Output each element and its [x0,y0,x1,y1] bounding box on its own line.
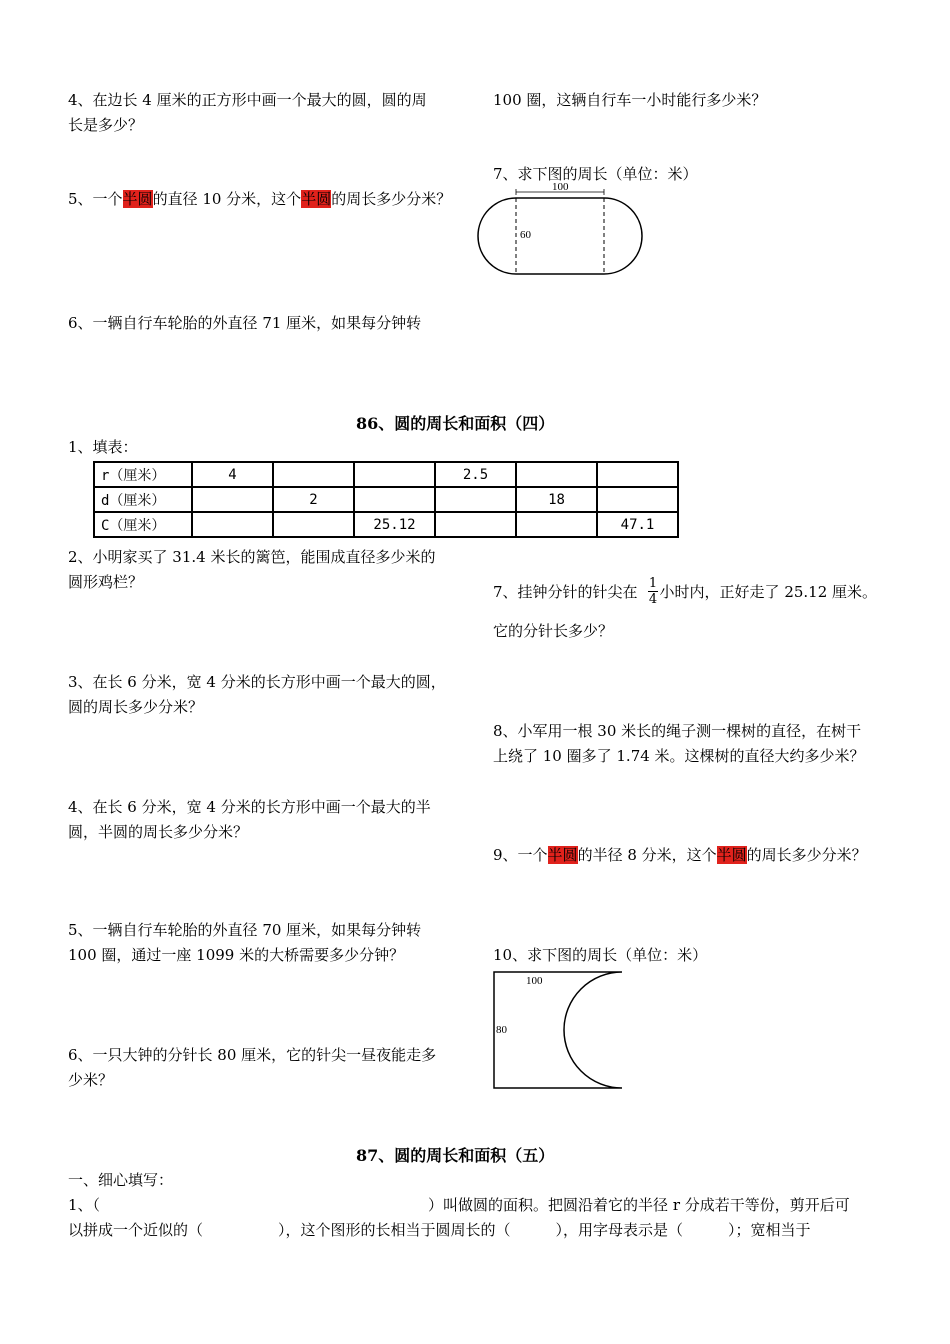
table-cell: C（厘米） [94,512,192,537]
table-cell [435,512,516,537]
stadium-figure [480,180,645,280]
s86-q6-line2: 少米？ [68,1071,114,1089]
s86-q1: 1、填表： [68,438,138,456]
highlight-semicircle: 半圆 [122,190,153,208]
s86-q8-line1: 8、小军用一根 30 米长的绳子测一棵树的直径，在树干 [493,722,862,740]
fig1-top-label: 100 [552,181,569,193]
fig2-side-label: 80 [496,1024,507,1036]
s86-q7-line1 [493,580,877,605]
s86-q4-line1: 4、在长 6 分米，宽 4 分米的长方形中画一个最大的半 [68,798,431,816]
fig1-side-label: 60 [520,229,531,241]
q6-continued: 100 圈，这辆自行车一小时能行多少米？ [493,91,767,109]
table-cell [354,487,435,512]
s86-q5-line1: 5、一辆自行车轮胎的外直径 70 厘米，如果每分钟转 [68,921,422,939]
table-cell: 2.5 [435,462,516,487]
fraction-one-quarter [643,576,663,607]
s87-line1 [68,1193,850,1218]
table-row [94,512,678,537]
s86-q3-line1: 3、在长 6 分米，宽 4 分米的长方形中画一个最大的圆， [68,673,446,691]
table-cell [273,512,354,537]
s86-q5-line2: 100 圈，通过一座 1099 米的大桥需要多少分钟？ [68,946,405,964]
q5-text-a: 5、一个 [68,190,123,208]
table-cell: 4 [192,462,273,487]
table-cell [435,487,516,512]
section-87-title: 87、圆的周长和面积（五） [356,1146,555,1165]
s87-line2: 以拼成一个近似的（ ），这个图形的长相当于圆周长的（ ），用字母表示是（ ）；宽相当于 [68,1221,811,1239]
table-cell [273,462,354,487]
q7-text-b: 小时内，正好走了 25.12 厘米。 [659,583,878,601]
table-cell [192,487,273,512]
table-cell: 2 [273,487,354,512]
table-cell [192,512,273,537]
table-cell [597,462,678,487]
q6-line1: 6、一辆自行车轮胎的外直径 71 厘米，如果每分钟转 [68,314,422,332]
s86-q9-line [493,843,867,868]
table-cell [516,512,597,537]
q5-text-c: 的周长多少分米？ [331,190,452,208]
table-cell: 18 [516,487,597,512]
s86-q6-line1: 6、一只大钟的分针长 80 厘米，它的针尖一昼夜能走多 [68,1046,437,1064]
s87-line1-a: 1、（ [68,1196,101,1214]
s86-q3-line2: 圆的周长多少分米？ [68,698,204,716]
table-row [94,487,678,512]
table-row [94,462,678,487]
s86-q7-line2: 它的分针长多少？ [493,622,614,640]
rect-semicircle-figure [490,970,630,1092]
s86-q8-line2: 上绕了 10 圈多了 1.74 米。这棵树的直径大约多少米？ [493,747,865,765]
fig2-top-label: 100 [526,975,543,987]
fill-table [93,461,679,538]
table-cell: 47.1 [597,512,678,537]
q7-text-a: 7、挂钟分针的针尖在 [493,583,638,601]
q7-title: 7、求下图的周长（单位：米） [493,165,698,183]
highlight-semicircle: 半圆 [547,846,578,864]
q5-text-b: 的直径 10 分米，这个 [152,190,302,208]
q9-text-a: 9、一个 [493,846,548,864]
fraction-numerator: 1 [648,576,658,591]
q4-line1: 4、在边长 4 厘米的正方形中画一个最大的圆，圆的周 [68,91,427,109]
table-cell: d（厘米） [94,487,192,512]
table-cell [516,462,597,487]
q9-text-c: 的周长多少分米？ [746,846,867,864]
s87-line1-b: ）叫做圆的面积。把圆沿着它的半径 r 分成若干等份，剪开后可 [428,1196,850,1214]
q5-line [68,187,451,212]
table-cell [354,462,435,487]
s86-q2-line1: 2、小明家买了 31.4 米长的篱笆，能围成直径多少米的 [68,548,436,566]
q4-line2: 长是多少？ [68,116,144,134]
fraction-denominator: 4 [648,592,658,607]
s87-subtitle: 一、细心填写： [68,1171,174,1189]
highlight-semicircle: 半圆 [301,190,332,208]
s86-q2-line2: 圆形鸡栏？ [68,573,144,591]
table-cell: r（厘米） [94,462,192,487]
s86-q10-title: 10、求下图的周长（单位：米） [493,946,708,964]
q9-text-b: 的半径 8 分米，这个 [577,846,717,864]
table-cell: 25.12 [354,512,435,537]
table-cell [597,487,678,512]
section-86-title: 86、圆的周长和面积（四） [356,414,555,433]
s86-q4-line2: 圆，半圆的周长多少分米？ [68,823,249,841]
highlight-semicircle: 半圆 [716,846,747,864]
